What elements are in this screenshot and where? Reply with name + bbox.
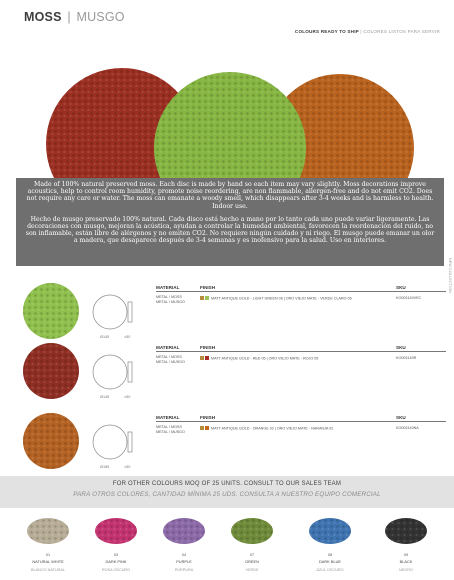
- swatch-name-en: PURPLE: [176, 559, 192, 564]
- diameter-label: Ø145: [100, 335, 110, 339]
- side-label: NEW COLLECTION: [448, 258, 452, 294]
- spec-table: [156, 412, 446, 436]
- title-es: MUSGO: [76, 10, 125, 24]
- moss-sample-photo: [382, 513, 430, 547]
- other-colours-es: PARA OTROS COLORES, CANTIDAD MÍNIMA 25 UDS. CONSULTA A NUESTRO EQUIPO COMERCIAL: [73, 491, 381, 498]
- product-row-green: [0, 282, 454, 346]
- spec-row: [156, 292, 446, 306]
- hero-moss-discs-photo: [0, 40, 454, 180]
- finish-cell: [200, 426, 333, 430]
- spec-table: [156, 282, 446, 306]
- swatch-name-en: DARK BLUE: [318, 559, 342, 564]
- moss-sample-photo: [24, 513, 72, 547]
- finish-swatch: [200, 296, 204, 300]
- title-separator: |: [67, 10, 71, 24]
- material-value: METAL / MOSS METAL / MUSGO: [156, 425, 185, 434]
- product-photo: [22, 412, 80, 470]
- swatch-name-es: AZUL OSCURO: [316, 568, 344, 572]
- finish-swatch: [200, 426, 204, 430]
- swatch-green: [222, 513, 282, 572]
- header-material: MATERIAL: [156, 285, 180, 290]
- finish-cell: [200, 296, 352, 300]
- sku-value: KO003140R: [396, 356, 417, 360]
- swatch-name-en: BLACK: [399, 559, 413, 564]
- product-drawing: [92, 290, 136, 336]
- header-material: MATERIAL: [156, 415, 180, 420]
- header-material: MATERIAL: [156, 345, 180, 350]
- description-es: Hecho de musgo preservado 100% natural. Cada disco está hecho a mano por lo tanto cada uno puede variar ligeramente. Las decoraciones con musgo, mejoran la acústica, ayudan a controlar la humedad ambiental, favorecen la reordenación del ruido, no son inflamable, están libre de alérgenos y no emiten CO2. No requiere ningún cuidado y ni riego. El musgo puede emanar un olor a madera, que desaparece después de 3-4 semanas y es inofensivo para la salud. Uso en interiores.: [25, 215, 435, 245]
- swatch-black: [376, 513, 436, 572]
- product-photo: [22, 342, 80, 400]
- moss-sample-photo: [160, 513, 208, 547]
- width-label: ≈50: [124, 465, 131, 469]
- swatch-number: 08: [327, 553, 333, 557]
- swatch-name-es: VERDE: [245, 568, 259, 572]
- finish-swatch: [205, 356, 209, 360]
- sku-value: KO003140VEC: [396, 296, 422, 300]
- diameter-label: Ø185: [100, 465, 110, 469]
- header-finish: FINISH: [200, 415, 216, 420]
- swatch-number: 01: [45, 553, 51, 557]
- width-label: ≈50: [124, 335, 131, 339]
- finish-value: MATT ANTIQUE GOLD - RED 05 | ORO VIEJO MATE - ROJO 05: [211, 356, 319, 361]
- finish-value: MATT ANTIQUE GOLD - LIGHT GREEN 06 | ORO VIEJO MATE - VERDE CLARO 06: [211, 296, 352, 301]
- finish-cell: [200, 356, 318, 360]
- spec-row: [156, 422, 446, 436]
- ready-to-ship-es: COLORES LISTOS PARA SERVIR: [363, 29, 440, 34]
- colour-swatches: [0, 513, 454, 580]
- swatch-name-en: DARK PINK: [105, 559, 127, 564]
- sku-value: KO003140NA: [396, 426, 419, 430]
- other-colours-en: FOR OTHER COLOURS MOQ OF 25 UNITS. CONSULT TO OUR SALES TEAM: [112, 481, 342, 487]
- material-value: METAL / MOSS METAL / MUSGO: [156, 295, 185, 304]
- swatch-name-es: BLANCO NATURAL: [30, 568, 66, 572]
- swatch-purple: [154, 513, 214, 572]
- swatch-name-en: NATURAL WHITE: [32, 559, 64, 564]
- description-block: [16, 178, 444, 266]
- header-finish: FINISH: [200, 345, 216, 350]
- title-en: MOSS: [24, 10, 62, 24]
- spec-header: [156, 412, 446, 422]
- page-title: [24, 10, 125, 24]
- swatch-number: 03: [113, 553, 119, 557]
- ready-to-ship-en: COLOURS READY TO SHIP: [294, 29, 359, 34]
- diameter-label: Ø145: [100, 395, 110, 399]
- other-colours-banner: [0, 476, 454, 508]
- ready-to-ship-separator: |: [360, 29, 362, 34]
- material-value: METAL / MOSS METAL / MUSGO: [156, 355, 185, 364]
- swatch-number: 07: [249, 553, 255, 557]
- spec-row: [156, 352, 446, 366]
- finish-swatch: [205, 296, 209, 300]
- spec-table: [156, 342, 446, 366]
- header-sku: SKU: [396, 345, 406, 350]
- swatch-dark-pink: [86, 513, 146, 572]
- moss-sample-photo: [228, 513, 276, 547]
- swatch-number: 04: [181, 553, 187, 557]
- finish-swatch: [200, 356, 204, 360]
- moss-sample-photo: [92, 513, 140, 547]
- swatch-natural-white: [18, 513, 78, 572]
- swatch-name-es: ROSA OSCURO: [101, 568, 131, 572]
- product-drawing: [92, 420, 136, 466]
- header-finish: FINISH: [200, 285, 216, 290]
- swatch-name-es: NEGRO: [399, 568, 413, 572]
- product-row-red: [0, 342, 454, 406]
- header-sku: SKU: [396, 415, 406, 420]
- moss-sample-photo: [306, 513, 354, 547]
- ready-to-ship-label: [295, 29, 440, 34]
- swatch-name-en: GREEN: [245, 559, 259, 564]
- description-en: Made of 100% natural preserved moss. Each disc is made by hand so each item may vary slightly. Moss decorations improve acoustics, help to control room humidity, promote noise reordering, are non flammable, allergen-free and do not emit CO2. Does not require any care or water. The moss can emanate a woody smell, which disappears after 3-4 weeks and is harmless to health. Indoor use.: [26, 181, 434, 210]
- product-photo: [22, 282, 80, 340]
- spec-header: [156, 282, 446, 292]
- product-row-orange: [0, 412, 454, 476]
- finish-swatch: [205, 426, 209, 430]
- width-label: ≈50: [124, 395, 131, 399]
- swatch-number: 09: [403, 553, 409, 557]
- finish-value: MATT ANTIQUE GOLD - ORANGE 02 | ORO VIEJO MATE - NARANJA 02: [211, 426, 334, 431]
- header-sku: SKU: [396, 285, 406, 290]
- product-drawing: [92, 350, 136, 396]
- swatch-name-es: PÚRPURA: [174, 568, 194, 572]
- spec-header: [156, 342, 446, 352]
- swatch-dark-blue: [300, 513, 360, 572]
